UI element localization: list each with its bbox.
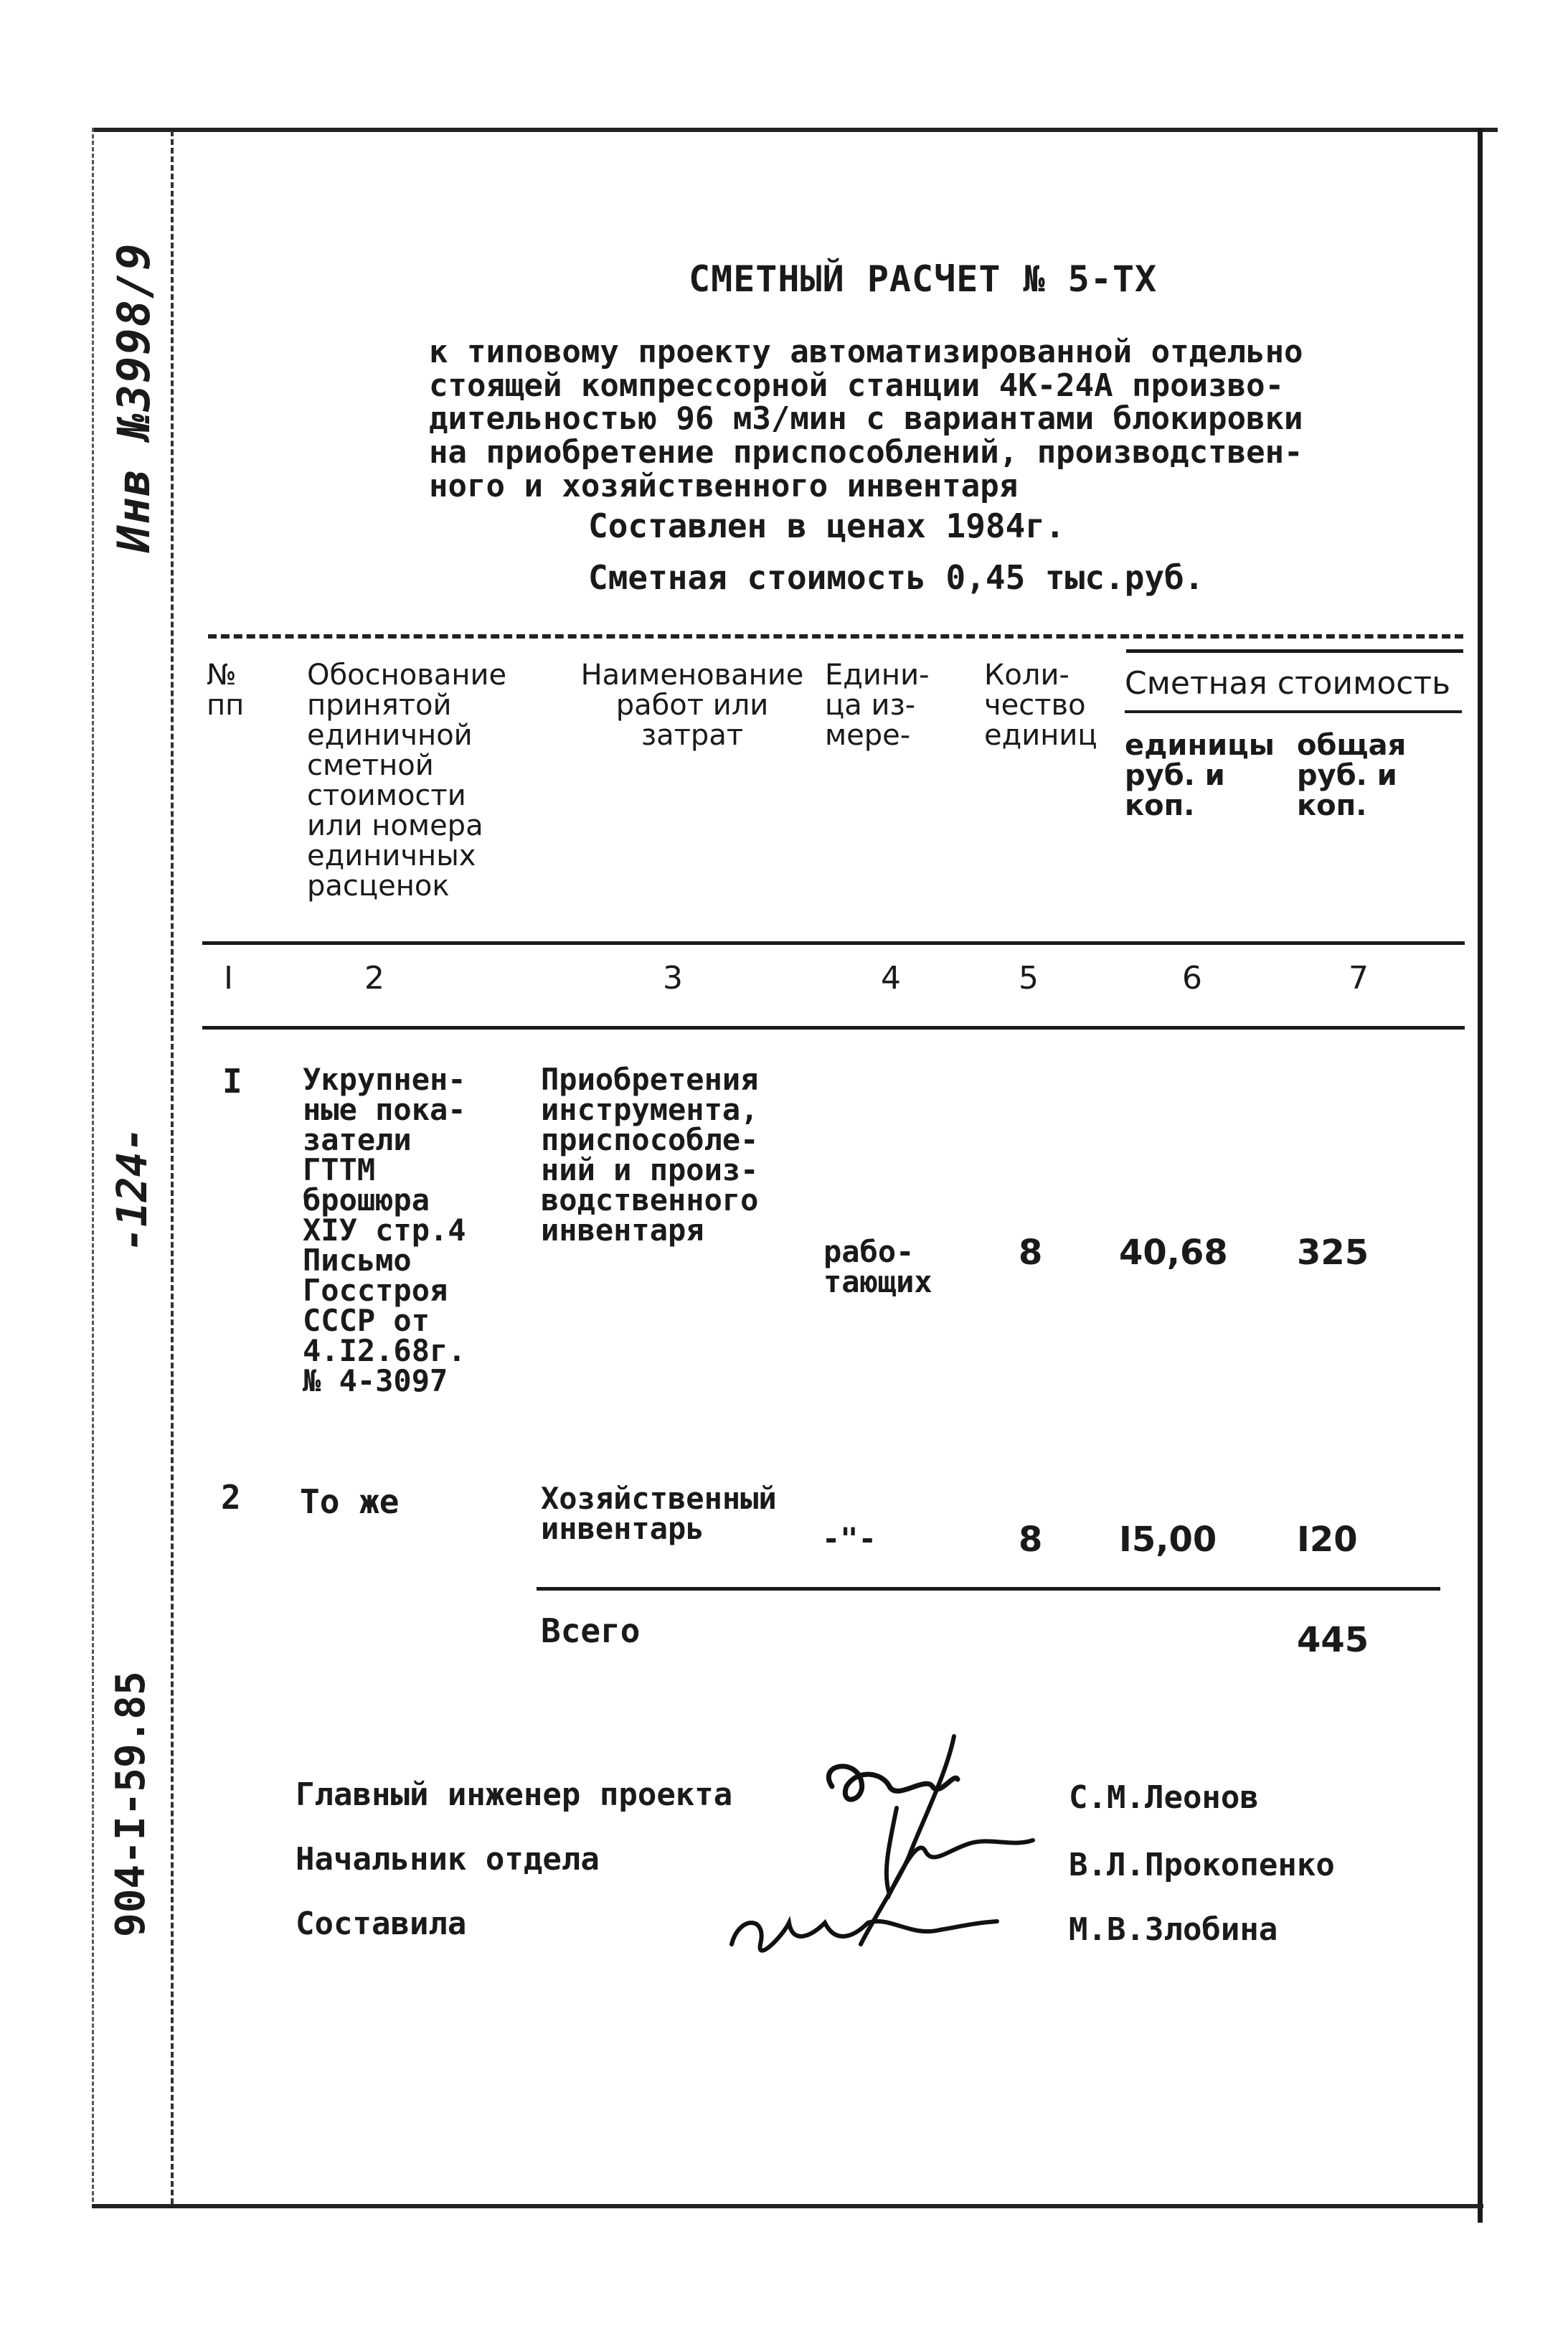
table-top-rule — [208, 634, 1463, 639]
frame-left-line — [171, 131, 174, 2204]
column-number-4: 4 — [881, 960, 901, 997]
header-col-number: № пп — [207, 659, 245, 722]
signature-name-chief-engineer: С.М.Леонов — [1069, 1779, 1259, 1816]
header-col-quantity: Коли- чество единиц — [984, 659, 1097, 752]
row2-name: Хозяйственный инвентарь — [541, 1481, 777, 1546]
total-rule — [537, 1587, 1440, 1591]
inventory-number: Инв №3998/9 — [108, 242, 160, 552]
page-number: -124- — [108, 1126, 156, 1252]
row1-total-cost: 325 — [1297, 1233, 1369, 1273]
header-col-unit: Едини- ца из- мере- — [825, 659, 930, 752]
frame-top-line — [92, 128, 1498, 132]
frame-bottom-line — [92, 2204, 1483, 2208]
signature-role-chief-engineer: Главный инженер проекта — [296, 1776, 733, 1813]
column-number-5: 5 — [1019, 960, 1039, 997]
row2-quantity: 8 — [1019, 1520, 1043, 1560]
header-bottom-rule — [202, 941, 1465, 945]
header-col-total-cost: общая руб. и коп. — [1297, 729, 1407, 822]
row1-unit: рабо- тающих — [823, 1234, 932, 1299]
signature-role-department-head: Начальник отдела — [296, 1841, 600, 1878]
row1-basis: Укрупнен- ные пока- затели ГТТМ брошюра XIУ стр.4 Письмо Госстроя СССР от 4.I2.68г. № 4-3097 — [303, 1062, 466, 1398]
signature-name-compiler: М.В.Злобина — [1069, 1911, 1278, 1948]
row2-number: 2 — [221, 1478, 241, 1517]
header-col-unit-cost: единицы руб. и коп. — [1125, 729, 1275, 822]
column-numbers-rule — [202, 1026, 1465, 1030]
total-value: 445 — [1297, 1620, 1369, 1660]
table-top-rule-2 — [1126, 649, 1463, 653]
document-title: СМЕТНЫЙ РАСЧЕТ № 5-ТХ — [689, 258, 1158, 300]
row2-unit: -"- — [822, 1521, 877, 1556]
project-code: 904-I-59.85 — [108, 1671, 154, 1937]
signature-role-compiler: Составила — [296, 1906, 467, 1942]
price-basis: Составлен в ценах 1984г. — [588, 507, 1065, 545]
column-number-1: I — [224, 960, 233, 997]
row1-name: Приобретения инструмента, приспособле- ний и произ- водственного инвентаря — [541, 1062, 759, 1248]
total-label: Всего — [541, 1611, 641, 1650]
column-number-3: 3 — [663, 960, 683, 997]
column-number-7: 7 — [1349, 960, 1369, 997]
frame-outer-left-line — [92, 128, 94, 2208]
row1-unit-cost: 40,68 — [1119, 1233, 1228, 1273]
estimated-cost: Сметная стоимость 0,45 тыс.руб. — [588, 558, 1204, 597]
column-number-2: 2 — [364, 960, 384, 997]
frame-right-line — [1478, 128, 1483, 2223]
header-col-estimated-cost: Сметная стоимость — [1125, 665, 1451, 702]
row2-unit-cost: I5,00 — [1119, 1520, 1217, 1560]
header-col-basis: Обоснование принятой единичной сметной стоимости или номера единичных расценок — [307, 659, 507, 903]
header-col-name: Наименование работ или затрат — [580, 659, 804, 752]
row2-basis: То же — [300, 1482, 400, 1521]
header-cost-split-rule — [1125, 710, 1462, 713]
row1-quantity: 8 — [1019, 1233, 1043, 1273]
document-subtitle: к типовому проекту автоматизированной отдельно стоящей компрессорной станции 4К-24А произво- дительностью 96 м3/мин с вариантами блокировки на приобретение приспособлений, производствен- ного и хозяйственного инвентаря — [429, 334, 1303, 504]
row2-total-cost: I20 — [1297, 1520, 1358, 1560]
row1-number: I — [222, 1062, 242, 1101]
handwritten-signatures — [710, 1708, 1054, 1980]
signature-name-department-head: В.Л.Прокопенко — [1069, 1847, 1335, 1883]
column-number-6: 6 — [1182, 960, 1202, 997]
